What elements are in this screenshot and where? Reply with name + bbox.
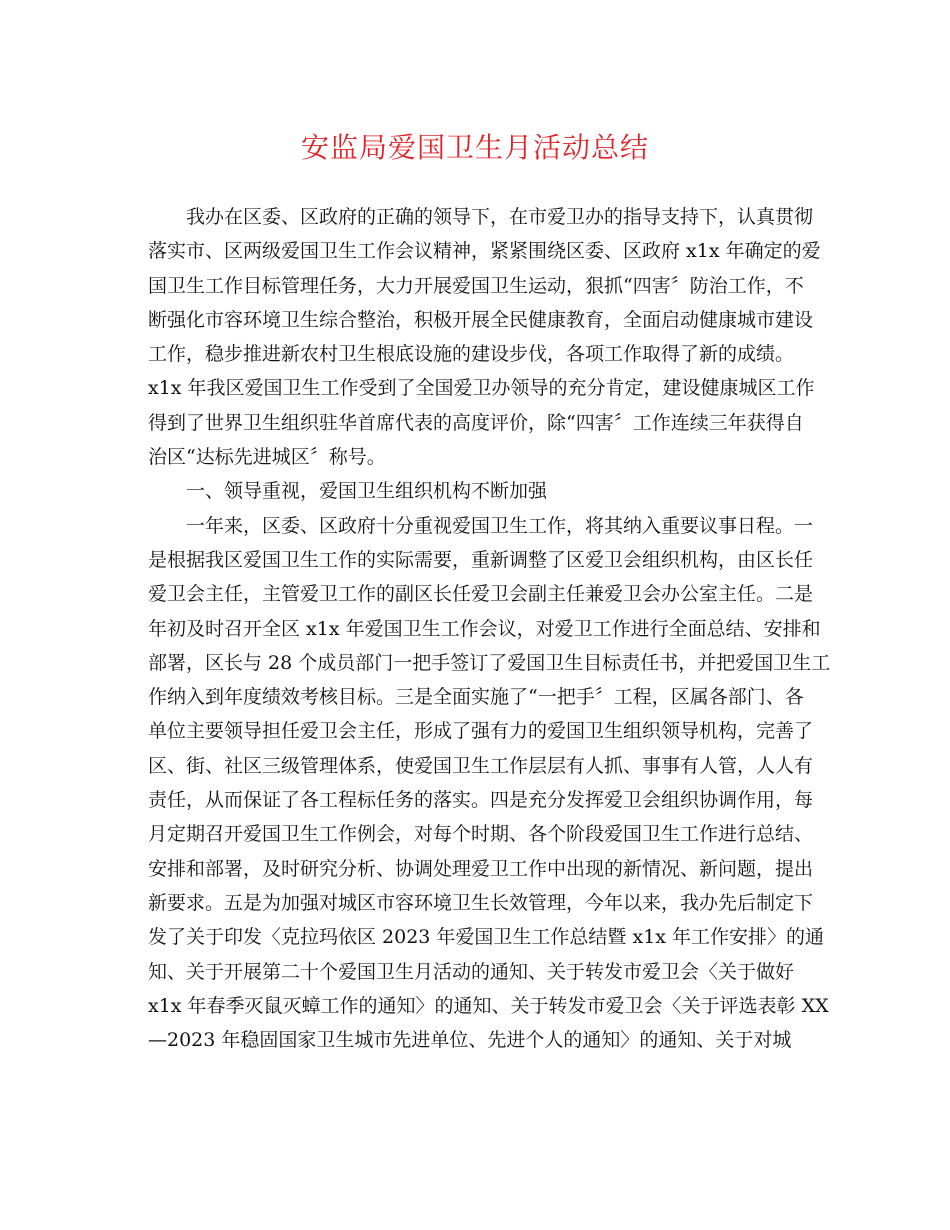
body-line: 得到了世界卫生组织驻华首席代表的高度评价，除“四害〞工作连续三年获得自 [148, 411, 804, 434]
body-line: x1x 年我区爱国卫生工作受到了全国爱卫办领导的充分肯定，建设健康城区工作 [148, 377, 815, 400]
body-line: 工作，稳步推进新农村卫生根底设施的建设步伐，各项工作取得了新的成绩。 [148, 343, 795, 366]
body-line: 一年来，区委、区政府十分重视爱国卫生工作，将其纳入重要议事日程。一 [186, 514, 814, 537]
body-line: —2023 年稳固国家卫生城市先进单位、先进个人的通知〉的通知、关于对城 [148, 1029, 792, 1052]
body-line: 新要求。五是为加强对城区市容环境卫生长效管理，今年以来，我办先后制定下 [148, 891, 814, 914]
body-line: 国卫生工作目标管理任务，大力开展爱国卫生运动，狠抓“四害〞防治工作，不 [148, 274, 804, 297]
body-line: 发了关于印发〈克拉玛依区 2023 年爱国卫生工作总结暨 x1x 年工作安排〉的通 [148, 926, 825, 949]
body-line: 区、街、社区三级管理体系，使爱国卫生工作层层有人抓、事事有人管，人人有 [148, 754, 814, 777]
document-body [148, 200, 831, 1057]
body-line: 责任，从而保证了各工程标任务的落实。四是充分发挥爱卫会组织协调作用，每 [148, 789, 814, 812]
body-line: 安排和部署，及时研究分析、协调处理爱卫工作中出现的新情况、新问题，提出 [148, 857, 814, 880]
body-line: 治区“达标先进城区〞称号。 [148, 446, 386, 469]
body-line: 作纳入到年度绩效考核目标。三是全面实施了“一把手〞工程，区属各部门、各 [148, 686, 804, 709]
body-line: 是根据我区爱国卫生工作的实际需要，重新调整了区爱卫会组织机构，由区长任 [148, 548, 814, 571]
body-line: x1x 年春季灭鼠灭蟑工作的通知〉的通知、关于转发市爱卫会〈关于评选表彰 XX [148, 994, 829, 1017]
body-line: 月定期召开爱国卫生工作例会，对每个时期、各个阶段爱国卫生工作进行总结、 [148, 823, 814, 846]
body-line: 我办在区委、区政府的正确的领导下，在市爱卫办的指导支持下，认真贯彻 [186, 206, 814, 228]
body-line: 部署，区长与 28 个成员部门一把手签订了爱国卫生目标责任书，并把爱国卫生工 [148, 651, 831, 674]
body-line: 知、关于开展第二十个爱国卫生月活动的通知、关于转发市爱卫会〈关于做好 [148, 960, 795, 983]
section-heading: 一、领导重视，爱国卫生组织机构不断加强 [186, 480, 548, 503]
body-line: 年初及时召开全区 x1x 年爱国卫生工作会议，对爱卫工作进行全面总结、安排和 [148, 617, 821, 640]
body-line: 断强化市容环境卫生综合整治，积极开展全民健康教育，全面启动健康城市建设 [148, 308, 814, 331]
body-line: 爱卫会主任，主管爱卫工作的副区长任爱卫会副主任兼爱卫会办公室主任。二是 [148, 583, 814, 606]
document-title: 安监局爱国卫生月活动总结 [300, 131, 649, 164]
body-line: 落实市、区两级爱国卫生工作会议精神，紧紧围绕区委、区政府 x1x 年确定的爱 [148, 240, 821, 263]
body-line: 单位主要领导担任爱卫会主任，形成了强有力的爱国卫生组织领导机构，完善了 [148, 720, 814, 743]
